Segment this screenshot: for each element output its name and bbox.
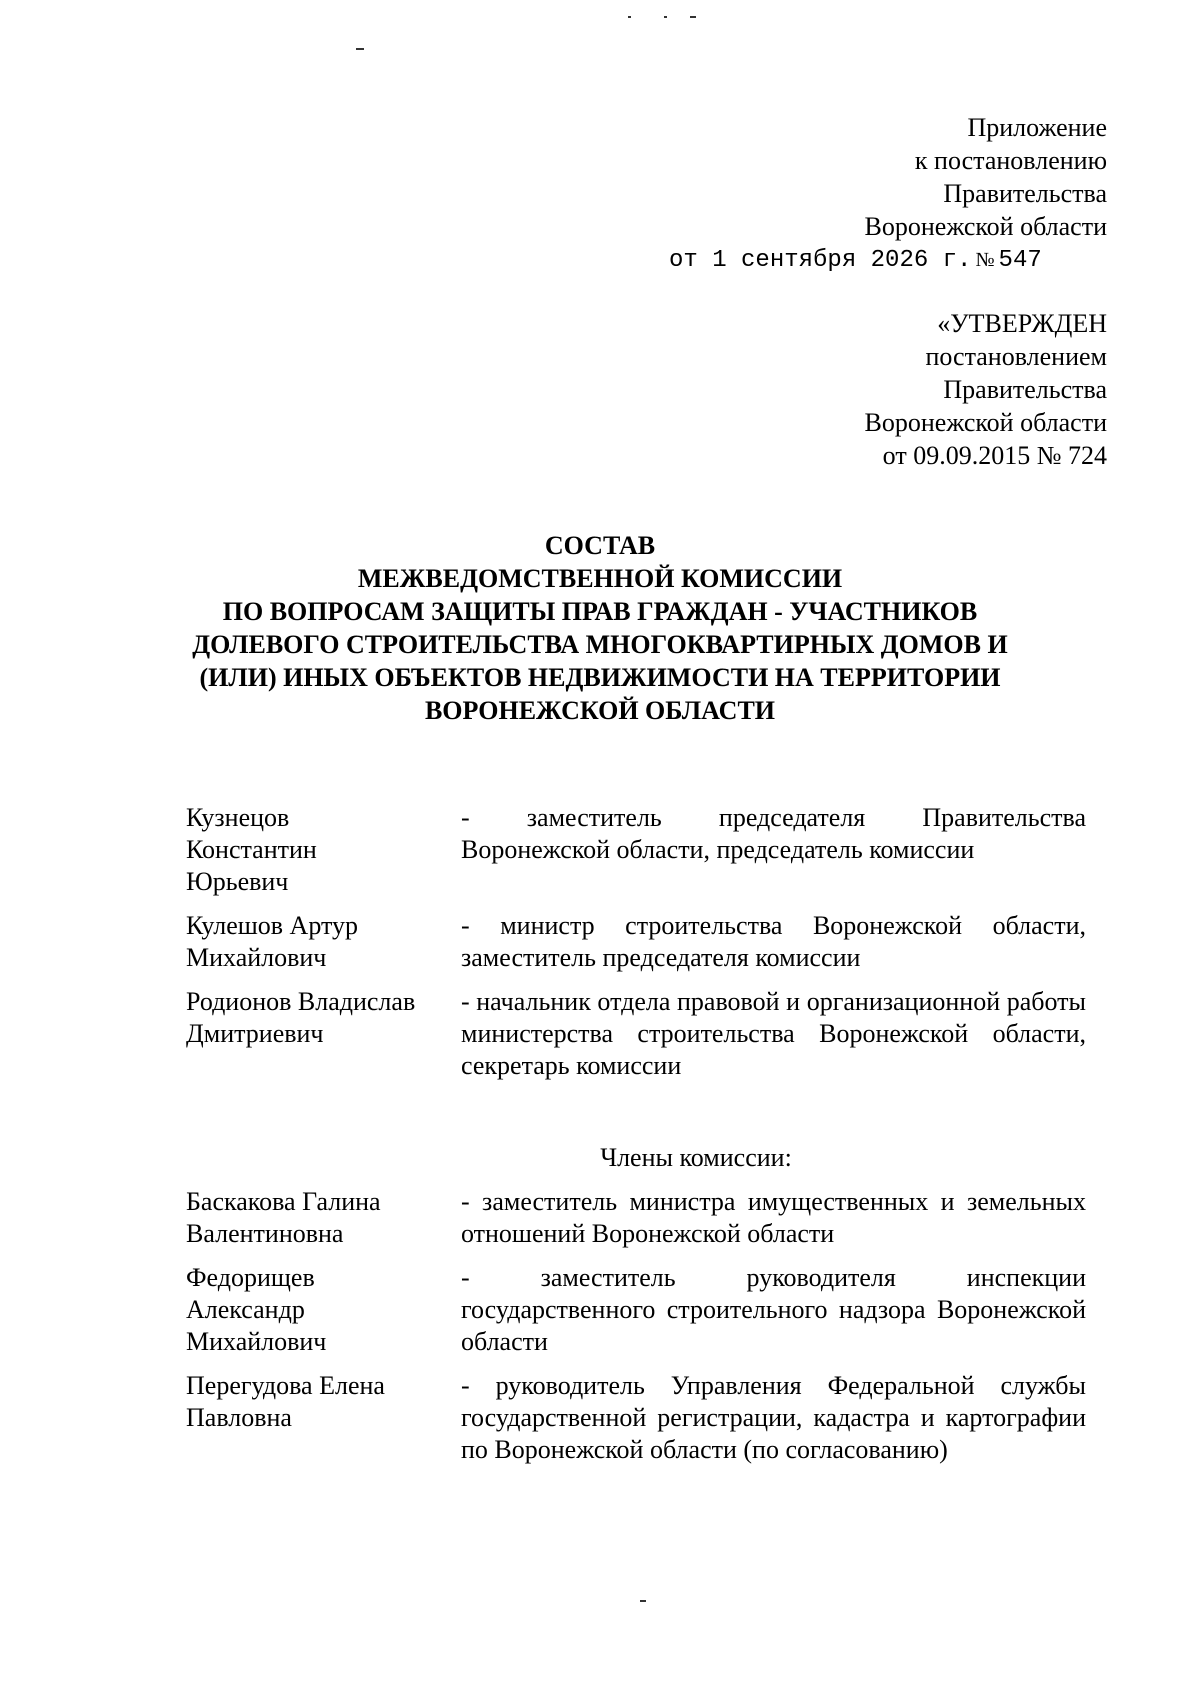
approved-line: постановлением	[925, 342, 1107, 371]
list-item	[186, 1186, 1086, 1250]
member-role: - начальник отдела правовой и организационной работы министерства строительства Воронежской области, секретарь комиссии	[461, 987, 1086, 1080]
list-item	[186, 1370, 1086, 1466]
scan-speck	[356, 48, 364, 50]
title-line: ПО ВОПРОСАМ ЗАЩИТЫ ПРАВ ГРАЖДАН - УЧАСТНИКОВ	[222, 597, 978, 626]
member-name: Перегудова Елена Павловна	[186, 1371, 385, 1432]
title-line: ВОРОНЕЖСКОЙ ОБЛАСТИ	[424, 696, 776, 725]
scan-speck	[640, 1600, 646, 1602]
decree-date: от 1 сентября 2026 г.	[669, 247, 972, 274]
member-name: Кузнецов Константин Юрьевич	[186, 803, 317, 896]
commission-list	[186, 802, 1086, 1466]
appendix-line: Приложение	[967, 113, 1107, 142]
approved-block	[865, 307, 1107, 472]
member-role: - заместитель руководителя инспекции государственного строительного надзора Воронежской области	[461, 1263, 1086, 1356]
title-line: МЕЖВЕДОМСТВЕННОЙ КОМИССИИ	[357, 564, 843, 593]
decree-date-stamp	[669, 245, 1042, 276]
list-item	[186, 986, 1086, 1082]
title-line: ДОЛЕВОГО СТРОИТЕЛЬСТВА МНОГОКВАРТИРНЫХ ДОМОВ И	[192, 630, 1008, 659]
title-line: (ИЛИ) ИНЫХ ОБЪЕКТОВ НЕДВИЖИМОСТИ НА ТЕРРИТОРИИ	[199, 663, 1001, 692]
member-name: Баскакова Галина Валентиновна	[186, 1187, 381, 1248]
member-role: - заместитель министра имущественных и земельных отношений Воронежской области	[461, 1187, 1086, 1248]
approved-line: Воронежской области	[864, 408, 1107, 437]
scan-speck	[690, 16, 696, 18]
approved-line: Правительства	[943, 375, 1107, 404]
member-name: Кулешов Артур Михайлович	[186, 911, 359, 972]
approved-line: «УТВЕРЖДЕН	[937, 309, 1107, 338]
member-role: - руководитель Управления Федеральной службы государственной регистрации, кадастра и картографии по Воронежской области (по согласованию)	[461, 1371, 1086, 1464]
list-item	[186, 802, 1086, 898]
appendix-line: к постановлению	[914, 146, 1107, 175]
number-sign: №	[975, 249, 995, 271]
appendix-block	[865, 111, 1107, 243]
appendix-line: Воронежской области	[864, 212, 1107, 241]
member-role: - министр строительства Воронежской области, заместитель председателя комиссии	[461, 911, 1086, 972]
scan-speck	[628, 16, 631, 18]
members-heading: Члены комиссии:	[600, 1143, 792, 1172]
scan-speck	[664, 16, 667, 18]
decree-number: 547	[998, 247, 1042, 274]
member-role: - заместитель председателя Правительства Воронежской области, председатель комиссии	[461, 803, 1086, 864]
document-title	[150, 529, 1050, 727]
member-name: Родионов Владислав Дмитриевич	[186, 987, 416, 1048]
appendix-line: Правительства	[943, 179, 1107, 208]
list-item	[186, 910, 1086, 974]
approved-line: от 09.09.2015 № 724	[882, 441, 1107, 470]
list-item	[186, 1262, 1086, 1358]
title-line: СОСТАВ	[544, 531, 656, 560]
member-name: Федорищев Александр Михайлович	[186, 1263, 327, 1356]
